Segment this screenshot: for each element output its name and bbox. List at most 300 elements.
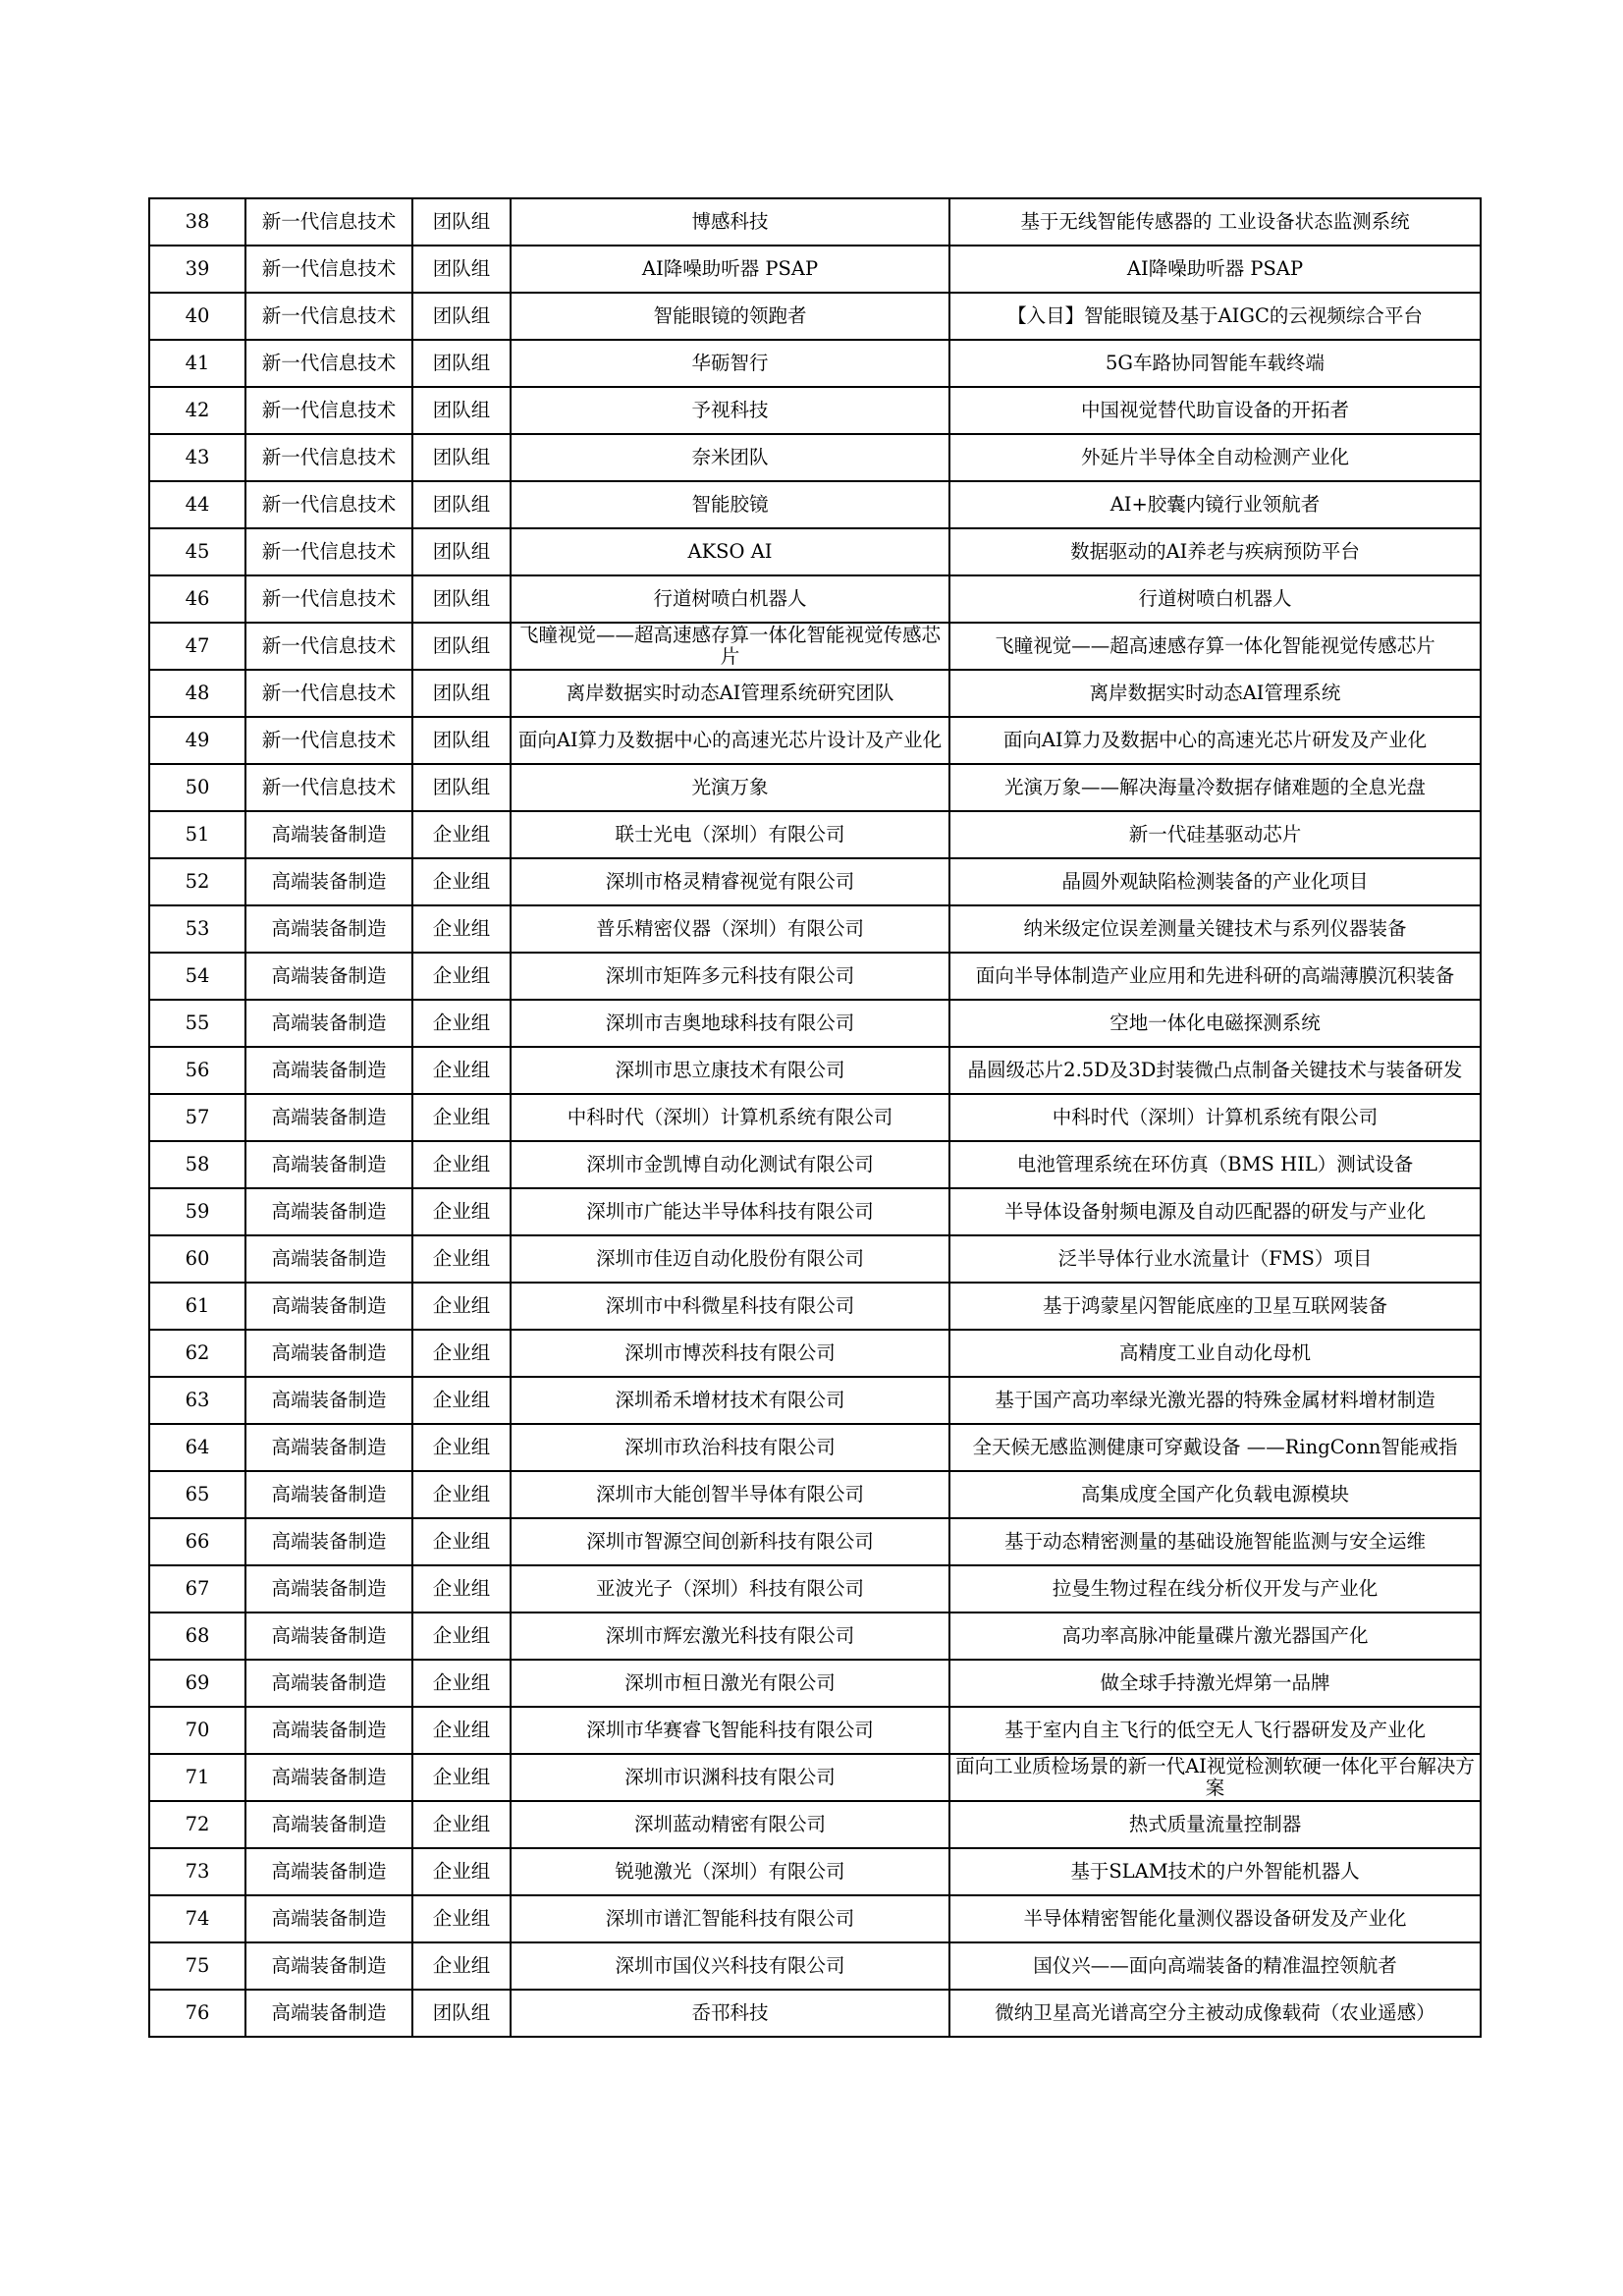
field-cell-text: 新一代信息技术 [261,588,397,610]
row-number-cell [149,198,245,246]
table-row [149,1942,1481,1990]
group-cell-text: 企业组 [432,1248,491,1270]
row-number-cell-text: 48 [185,683,210,704]
group-cell [412,1801,511,1848]
table-row [149,1990,1481,2037]
project-name-cell [949,1565,1481,1613]
team-name-cell [511,1801,949,1848]
row-number-cell-text: 67 [185,1578,210,1600]
team-name-cell-text: 深圳市国仪兴科技有限公司 [615,1955,845,1977]
group-cell-text: 企业组 [432,1107,491,1128]
project-name-cell [949,387,1481,434]
field-cell [245,198,412,246]
group-cell [412,1424,511,1471]
project-name-cell-text: 面向半导体制造产业应用和先进科研的高端薄膜沉积装备 [975,965,1455,987]
field-cell-text: 高端装备制造 [271,1060,387,1081]
team-name-cell-text: 深圳市辉宏激光科技有限公司 [605,1625,855,1647]
row-number-cell-text: 60 [185,1248,210,1270]
field-cell-text: 高端装备制造 [271,1767,387,1788]
table-row [149,1754,1481,1801]
team-name-cell-text: 飞瞳视觉——超高速感存算一体化智能视觉传感芯片 [518,625,941,668]
row-number-cell-text: 62 [185,1342,210,1364]
team-name-cell-text: 深圳市大能创智半导体有限公司 [595,1484,864,1505]
group-cell [412,1047,511,1094]
project-name-cell-text: 行道树喷白机器人 [1138,588,1292,610]
group-cell-text: 团队组 [432,730,491,751]
field-cell-text: 高端装备制造 [271,1154,387,1175]
table-row [149,340,1481,387]
field-cell-text: 高端装备制造 [271,1531,387,1553]
field-cell [245,811,412,858]
project-name-cell [949,1283,1481,1330]
team-name-cell-text: 智能眼镜的领跑者 [653,305,807,327]
project-name-cell [949,953,1481,1000]
team-name-cell [511,1188,949,1235]
team-name-cell-text: 奈米团队 [691,447,769,468]
field-cell-text: 新一代信息技术 [261,730,397,751]
field-cell [245,340,412,387]
team-name-cell-text: 深圳市思立康技术有限公司 [615,1060,845,1081]
project-name-cell [949,858,1481,905]
group-cell-text: 团队组 [432,635,491,657]
group-cell-text: 企业组 [432,1342,491,1364]
team-name-cell-text: 深圳市矩阵多元科技有限公司 [605,965,855,987]
field-cell-text: 高端装备制造 [271,871,387,893]
team-name-cell [511,1565,949,1613]
row-number-cell [149,1424,245,1471]
field-cell-text: 新一代信息技术 [261,353,397,374]
project-name-cell-text: 基于室内自主飞行的低空无人飞行器研发及产业化 [1003,1720,1426,1741]
row-number-cell-text: 59 [185,1201,210,1223]
field-cell [245,670,412,717]
row-number-cell-text: 51 [185,824,210,846]
team-name-cell-text: 深圳希禾增材技术有限公司 [615,1390,845,1411]
team-name-cell [511,1660,949,1707]
team-name-cell-text: 光演万象 [691,777,769,798]
group-cell [412,481,511,528]
field-cell [245,1801,412,1848]
row-number-cell-text: 38 [185,211,210,233]
project-name-cell [949,1424,1481,1471]
group-cell-text: 团队组 [432,211,491,233]
group-cell [412,1565,511,1613]
group-cell-text: 团队组 [432,2002,491,2024]
field-cell [245,1471,412,1518]
field-cell-text: 高端装备制造 [271,1248,387,1270]
row-number-cell [149,1000,245,1047]
group-cell-text: 团队组 [432,447,491,468]
team-name-cell [511,1283,949,1330]
project-name-cell [949,575,1481,623]
field-cell [245,1330,412,1377]
project-name-cell [949,1895,1481,1942]
table-row [149,387,1481,434]
project-name-cell-text: 空地一体化电磁探测系统 [1109,1012,1321,1034]
team-name-cell [511,717,949,764]
group-cell-text: 企业组 [432,1814,491,1835]
row-number-cell-text: 71 [185,1767,210,1788]
project-name-cell-text: 高精度工业自动化母机 [1118,1342,1311,1364]
group-cell-text: 企业组 [432,1578,491,1600]
group-cell-text: 企业组 [432,965,491,987]
field-cell [245,1895,412,1942]
team-name-cell-text: 博感科技 [691,211,769,233]
project-name-cell-text: 拉曼生物过程在线分析仪开发与产业化 [1052,1578,1379,1600]
field-cell-text: 新一代信息技术 [261,777,397,798]
group-cell [412,1754,511,1801]
project-name-cell-text: 【入目】智能眼镜及基于AIGC的云视频综合平台 [1007,305,1423,327]
table-row [149,858,1481,905]
field-cell [245,1565,412,1613]
field-cell-text: 新一代信息技术 [261,447,397,468]
row-number-cell [149,811,245,858]
group-cell-text: 企业组 [432,918,491,940]
project-name-cell-text: 光演万象——解决海量冷数据存储难题的全息光盘 [1003,777,1426,798]
field-cell [245,1942,412,1990]
project-name-cell-text: 新一代硅基驱动芯片 [1128,824,1302,846]
project-name-cell [949,1754,1481,1801]
project-name-cell [949,528,1481,575]
project-name-cell-text: 国仪兴——面向高端装备的精准温控领航者 [1033,1955,1397,1977]
field-cell [245,1377,412,1424]
row-number-cell [149,1235,245,1283]
group-cell [412,1848,511,1895]
field-cell [245,623,412,670]
row-number-cell-text: 73 [185,1861,210,1883]
project-name-cell [949,1801,1481,1848]
project-name-cell [949,1471,1481,1518]
table-row [149,1895,1481,1942]
table-row [149,1801,1481,1848]
team-name-cell [511,246,949,293]
project-name-cell [949,1707,1481,1754]
team-name-cell [511,1000,949,1047]
project-name-cell [949,1000,1481,1047]
table-row [149,246,1481,293]
group-cell-text: 企业组 [432,1390,491,1411]
field-cell-text: 高端装备制造 [271,918,387,940]
team-name-cell-text: 深圳市博茨科技有限公司 [624,1342,836,1364]
group-cell [412,198,511,246]
group-cell [412,1518,511,1565]
team-name-cell [511,575,949,623]
team-name-cell [511,858,949,905]
team-name-cell [511,387,949,434]
field-cell-text: 高端装备制造 [271,1908,387,1930]
group-cell [412,1283,511,1330]
field-cell-text: 高端装备制造 [271,1295,387,1317]
project-name-cell [949,1377,1481,1424]
group-cell [412,1895,511,1942]
field-cell [245,1518,412,1565]
table-row [149,1613,1481,1660]
team-name-cell [511,1235,949,1283]
team-name-cell [511,1377,949,1424]
field-cell [245,1188,412,1235]
group-cell-text: 企业组 [432,1484,491,1505]
team-name-cell [511,293,949,340]
project-name-cell-text: AI降噪助听器 PSAP [1126,258,1304,280]
group-cell [412,387,511,434]
row-number-cell [149,246,245,293]
group-cell-text: 企业组 [432,1154,491,1175]
field-cell-text: 高端装备制造 [271,2002,387,2024]
project-name-cell-text: 基于鸿蒙星闪智能底座的卫星互联网装备 [1042,1295,1387,1317]
field-cell [245,1990,412,2037]
row-number-cell [149,434,245,481]
project-name-cell-text: 高功率高脉冲能量碟片激光器国产化 [1061,1625,1369,1647]
row-number-cell [149,1565,245,1613]
team-name-cell [511,1990,949,2037]
field-cell [245,1613,412,1660]
row-number-cell-text: 56 [185,1060,210,1081]
row-number-cell-text: 58 [185,1154,210,1175]
team-name-cell-text: 深圳市中科微星科技有限公司 [605,1295,855,1317]
group-cell-text: 企业组 [432,1295,491,1317]
team-name-cell-text: 智能胶镜 [691,494,769,516]
row-number-cell-text: 52 [185,871,210,893]
row-number-cell [149,1660,245,1707]
field-cell [245,953,412,1000]
field-cell-text: 新一代信息技术 [261,258,397,280]
group-cell [412,1471,511,1518]
group-cell-text: 团队组 [432,258,491,280]
project-name-cell [949,1141,1481,1188]
group-cell [412,717,511,764]
team-name-cell-text: 深圳市桓日激光有限公司 [624,1672,836,1694]
field-cell [245,387,412,434]
field-cell-text: 高端装备制造 [271,1720,387,1741]
group-cell-text: 团队组 [432,494,491,516]
group-cell-text: 企业组 [432,871,491,893]
project-name-cell-text: 基于SLAM技术的户外智能机器人 [1070,1861,1360,1883]
project-name-cell-text: 高集成度全国产化负载电源模块 [1080,1484,1349,1505]
team-name-cell-text: 联士光电（深圳）有限公司 [615,824,845,846]
field-cell-text: 新一代信息技术 [261,305,397,327]
table-row [149,1330,1481,1377]
field-cell-text: 高端装备制造 [271,965,387,987]
row-number-cell-text: 53 [185,918,210,940]
team-name-cell-text: AI降噪助听器 PSAP [641,258,819,280]
project-name-cell [949,434,1481,481]
project-name-cell [949,811,1481,858]
field-cell [245,764,412,811]
row-number-cell [149,905,245,953]
table-row [149,1565,1481,1613]
group-cell [412,1660,511,1707]
field-cell-text: 高端装备制造 [271,1625,387,1647]
team-name-cell-text: 深圳蓝动精密有限公司 [633,1814,826,1835]
table-row [149,1094,1481,1141]
group-cell [412,1942,511,1990]
row-number-cell [149,1801,245,1848]
team-name-cell [511,1518,949,1565]
table-row [149,1471,1481,1518]
row-number-cell [149,387,245,434]
team-name-cell-text: 普乐精密仪器（深圳）有限公司 [595,918,864,940]
row-number-cell [149,1471,245,1518]
team-name-cell-text: 亚波光子（深圳）科技有限公司 [595,1578,864,1600]
field-cell [245,858,412,905]
row-number-cell [149,1330,245,1377]
team-name-cell [511,764,949,811]
group-cell-text: 企业组 [432,1955,491,1977]
project-name-cell-text: 面向AI算力及数据中心的高速光芯片研发及产业化 [1002,730,1428,751]
group-cell [412,1188,511,1235]
team-name-cell-text: 深圳市谱汇智能科技有限公司 [605,1908,855,1930]
field-cell [245,1424,412,1471]
project-name-cell-text: 基于无线智能传感器的 工业设备状态监测系统 [1020,211,1410,233]
field-cell-text: 高端装备制造 [271,1955,387,1977]
row-number-cell-text: 41 [185,353,210,374]
team-name-cell-text: 深圳市华赛睿飞智能科技有限公司 [586,1720,874,1741]
field-cell [245,528,412,575]
row-number-cell-text: 45 [185,541,210,563]
row-number-cell [149,1707,245,1754]
group-cell-text: 团队组 [432,683,491,704]
table-row [149,1188,1481,1235]
field-cell-text: 高端装备制造 [271,1484,387,1505]
group-cell-text: 企业组 [432,1625,491,1647]
row-number-cell-text: 70 [185,1720,210,1741]
row-number-cell-text: 44 [185,494,210,516]
project-name-cell-text: 数据驱动的AI养老与疾病预防平台 [1070,541,1360,563]
field-cell [245,575,412,623]
project-name-cell-text: 微纳卫星高光谱高空分主被动成像载荷（农业遥感） [995,2002,1435,2024]
row-number-cell-text: 47 [185,635,210,657]
field-cell [245,246,412,293]
field-cell-text: 新一代信息技术 [261,494,397,516]
team-name-cell-text: 华砺智行 [691,353,769,374]
project-name-cell [949,1660,1481,1707]
table-row [149,575,1481,623]
team-name-cell [511,340,949,387]
project-name-cell [949,198,1481,246]
team-name-cell-text: 锐驰激光（深圳）有限公司 [615,1861,845,1883]
row-number-cell [149,670,245,717]
team-name-cell-text: 深圳市智源空间创新科技有限公司 [586,1531,874,1553]
group-cell-text: 企业组 [432,1720,491,1741]
field-cell [245,1000,412,1047]
field-cell-text: 高端装备制造 [271,1107,387,1128]
row-number-cell [149,293,245,340]
field-cell [245,1707,412,1754]
field-cell [245,1754,412,1801]
group-cell [412,905,511,953]
group-cell [412,953,511,1000]
row-number-cell [149,1895,245,1942]
team-name-cell-text: 深圳市广能达半导体科技有限公司 [586,1201,874,1223]
group-cell [412,1330,511,1377]
team-name-cell-text: 深圳市金凯博自动化测试有限公司 [586,1154,874,1175]
field-cell-text: 高端装备制造 [271,1437,387,1458]
field-cell-text: 高端装备制造 [271,1012,387,1034]
team-name-cell [511,1942,949,1990]
group-cell [412,434,511,481]
group-cell [412,1377,511,1424]
row-number-cell-text: 68 [185,1625,210,1647]
row-number-cell-text: 72 [185,1814,210,1835]
group-cell-text: 企业组 [432,1201,491,1223]
project-name-cell [949,1613,1481,1660]
project-name-cell-text: AI+胶囊内镜行业领航者 [1109,494,1321,516]
team-name-cell-text: 中科时代（深圳）计算机系统有限公司 [567,1107,893,1128]
project-name-cell-text: 中国视觉替代助盲设备的开拓者 [1080,400,1349,421]
group-cell-text: 团队组 [432,541,491,563]
team-name-cell [511,198,949,246]
project-name-cell-text: 全天候无感监测健康可穿戴设备 ——RingConn智能戒指 [972,1437,1458,1458]
group-cell [412,764,511,811]
project-name-cell-text: 电池管理系统在环仿真（BMS HIL）测试设备 [1016,1154,1414,1175]
field-cell-text: 高端装备制造 [271,824,387,846]
group-cell-text: 企业组 [432,1531,491,1553]
project-name-cell [949,1848,1481,1895]
group-cell-text: 团队组 [432,353,491,374]
table-row [149,198,1481,246]
group-cell [412,1235,511,1283]
row-number-cell-text: 61 [185,1295,210,1317]
field-cell [245,1141,412,1188]
team-name-cell [511,1754,949,1801]
field-cell-text: 新一代信息技术 [261,683,397,704]
project-name-cell [949,905,1481,953]
project-name-cell [949,623,1481,670]
field-cell [245,1235,412,1283]
project-name-cell-text: 半导体设备射频电源及自动匹配器的研发与产业化 [1003,1201,1426,1223]
table-row [149,528,1481,575]
row-number-cell [149,764,245,811]
field-cell-text: 新一代信息技术 [261,211,397,233]
team-name-cell [511,1094,949,1141]
project-name-cell-text: 外延片半导体全自动检测产业化 [1080,447,1349,468]
field-cell-text: 新一代信息技术 [261,400,397,421]
group-cell [412,811,511,858]
row-number-cell-text: 75 [185,1955,210,1977]
project-name-cell [949,293,1481,340]
row-number-cell-text: 43 [185,447,210,468]
row-number-cell [149,1283,245,1330]
row-number-cell-text: 57 [185,1107,210,1128]
field-cell [245,293,412,340]
row-number-cell [149,340,245,387]
row-number-cell [149,953,245,1000]
project-list-table [148,197,1482,2038]
group-cell [412,528,511,575]
group-cell-text: 企业组 [432,1767,491,1788]
project-name-cell [949,1330,1481,1377]
table-row [149,1518,1481,1565]
field-cell [245,1047,412,1094]
table-row [149,293,1481,340]
row-number-cell [149,623,245,670]
team-name-cell-text: 深圳市格灵精睿视觉有限公司 [605,871,855,893]
table-row [149,481,1481,528]
row-number-cell [149,1377,245,1424]
row-number-cell [149,717,245,764]
table-row [149,623,1481,670]
team-name-cell [511,1613,949,1660]
team-name-cell [511,1141,949,1188]
table-row [149,953,1481,1000]
project-name-cell-text: 热式质量流量控制器 [1128,1814,1302,1835]
project-name-cell [949,1047,1481,1094]
project-name-cell [949,670,1481,717]
table-body [149,198,1481,2037]
field-cell [245,1094,412,1141]
row-number-cell [149,1942,245,1990]
row-number-cell-text: 50 [185,777,210,798]
group-cell [412,1094,511,1141]
